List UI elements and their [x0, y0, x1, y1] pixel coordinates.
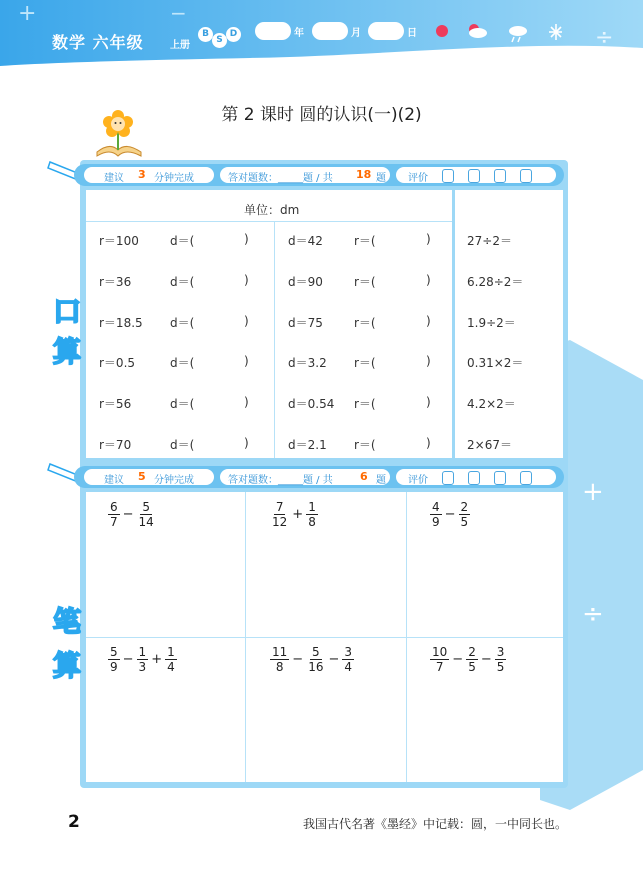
thumb-icon[interactable]	[442, 471, 454, 485]
oral-question: r＝(	[354, 234, 376, 248]
numerator: 2	[468, 645, 476, 659]
svg-text:−: −	[170, 1, 187, 25]
oral-answer-close: )	[244, 395, 249, 409]
oral-given: d＝3.2	[288, 356, 327, 370]
year-label: 年	[294, 28, 304, 39]
oral-quick-calc: 0.31×2＝	[467, 356, 524, 370]
numerator: 4	[432, 500, 440, 514]
numerator: 5	[312, 645, 320, 659]
fraction	[342, 645, 354, 674]
footer-note: 我国古代名著《墨经》中记载：圆，一中同长也。	[302, 817, 567, 831]
written-total: 6	[360, 470, 368, 483]
oral-given: d＝2.1	[288, 438, 327, 452]
oral-question: d＝(	[170, 234, 195, 248]
rain-icon	[509, 26, 527, 42]
operator: +	[292, 507, 304, 522]
denominator: 7	[110, 515, 118, 529]
month-field[interactable]	[312, 22, 348, 40]
numerator: 10	[432, 645, 448, 659]
oral-given: d＝0.54	[288, 397, 335, 411]
oral-answer-close: )	[426, 354, 431, 368]
oral-given: d＝90	[288, 275, 323, 289]
snowflake-icon	[549, 24, 562, 40]
thumb-icon[interactable]	[468, 169, 480, 183]
oral-minutes: 3	[138, 168, 146, 181]
page-number: 2	[68, 812, 80, 832]
side-char-suan: 算	[52, 335, 81, 368]
denominator: 14	[138, 515, 154, 529]
day-field[interactable]	[368, 22, 404, 40]
oral-question: r＝(	[354, 397, 376, 411]
oral-rating-label: 评价	[408, 173, 428, 184]
side-char-suan: 算	[52, 649, 81, 682]
fraction-problem	[268, 645, 356, 674]
oral-given: r＝70	[99, 438, 132, 452]
oral-given: r＝18.5	[99, 316, 143, 330]
fraction	[430, 500, 442, 529]
written-suggest-label: 建议	[104, 475, 124, 486]
oral-question: r＝(	[354, 316, 376, 330]
operator: +	[151, 652, 163, 667]
oral-answer-close: )	[426, 436, 431, 450]
oral-answer-close: )	[426, 395, 431, 409]
denominator: 16	[308, 660, 324, 674]
oral-question: d＝(	[170, 397, 195, 411]
operator: −	[122, 652, 134, 667]
denominator: 9	[432, 515, 440, 529]
oral-quick-calc: 4.2×2＝	[467, 397, 516, 411]
fraction	[137, 645, 149, 674]
fraction	[306, 645, 325, 674]
oral-question: d＝(	[170, 275, 195, 289]
denominator: 3	[138, 660, 147, 674]
oral-given: r＝100	[99, 234, 139, 248]
day-label: 日	[407, 28, 417, 39]
svg-text:÷: ÷	[582, 599, 604, 629]
numerator: 6	[110, 500, 118, 514]
operator: −	[480, 652, 492, 667]
month-label: 月	[351, 28, 361, 39]
cloud-sun-icon	[469, 24, 487, 38]
operator: −	[452, 652, 464, 667]
bsd-badge-s: S	[212, 33, 227, 48]
side-char-kou: 口	[52, 295, 81, 328]
thumb-icon[interactable]	[468, 471, 480, 485]
fraction-problem	[106, 500, 158, 529]
oral-unit-label: 题	[376, 173, 386, 184]
denominator: 8	[308, 515, 316, 529]
oral-total: 18	[356, 168, 372, 181]
svg-text:+: +	[18, 1, 37, 26]
oral-quick-calc: 27÷2＝	[467, 234, 512, 248]
oral-answer-close: )	[426, 273, 431, 287]
side-char-bi: 笔	[52, 605, 81, 638]
denominator: 4	[167, 660, 175, 674]
oral-answer-close: )	[244, 232, 249, 246]
written-finish-label: 分钟完成	[154, 475, 194, 486]
oral-answer-close: )	[244, 273, 249, 287]
numerator: 2	[460, 500, 469, 514]
numerator: 1	[138, 645, 147, 659]
written-rating-label: 评价	[408, 475, 428, 486]
oral-given: r＝36	[99, 275, 132, 289]
sun-icon	[436, 25, 448, 37]
oral-quick-calc: 1.9÷2＝	[467, 316, 516, 330]
denominator: 12	[272, 515, 288, 529]
thumb-icon[interactable]	[520, 471, 532, 485]
thumb-icon[interactable]	[494, 471, 506, 485]
fraction	[495, 645, 507, 674]
written-info-bar	[74, 466, 564, 488]
numerator: 5	[110, 645, 118, 659]
fraction	[430, 645, 449, 674]
written-minutes: 5	[138, 470, 146, 483]
header-volume: 上册	[170, 40, 190, 51]
oral-answer-close: )	[426, 232, 431, 246]
fraction	[137, 500, 156, 529]
oral-info-bar	[74, 164, 564, 186]
thumb-icon[interactable]	[520, 169, 532, 183]
fraction	[270, 500, 289, 529]
fraction	[165, 645, 177, 674]
weather-icons	[432, 20, 562, 44]
oral-question: d＝(	[170, 438, 195, 452]
denominator: 5	[468, 660, 476, 674]
fraction-problem	[106, 645, 179, 674]
oral-given: r＝0.5	[99, 356, 136, 370]
oral-question: d＝(	[170, 316, 195, 330]
operator: −	[444, 507, 456, 522]
oral-question: r＝(	[354, 356, 376, 370]
oral-given: d＝75	[288, 316, 323, 330]
svg-text:÷: ÷	[595, 25, 614, 50]
denominator: 9	[110, 660, 118, 674]
page-title: 第 2 课时 圆的认识(一)(2)	[221, 105, 422, 125]
oral-answer-close: )	[244, 354, 249, 368]
fraction-problem	[428, 500, 472, 529]
fraction	[459, 500, 471, 529]
oral-suggest-label: 建议	[104, 173, 124, 184]
unit-label: 单位：dm	[244, 203, 300, 217]
denominator: 7	[435, 660, 444, 674]
oral-question: r＝(	[354, 438, 376, 452]
thumb-icon[interactable]	[442, 169, 454, 183]
oral-quick-calc: 2×67＝	[467, 438, 512, 452]
numerator: 7	[275, 500, 284, 514]
operator: −	[292, 652, 304, 667]
fraction	[108, 645, 120, 674]
numerator: 3	[496, 645, 505, 659]
numerator: 11	[272, 645, 288, 659]
header-subject: 数学 六年级	[52, 33, 144, 52]
denominator: 4	[344, 660, 353, 674]
written-correct-label: 答对题数：_____题 / 共	[228, 475, 333, 486]
operator: −	[122, 507, 134, 522]
oral-answer-close: )	[244, 436, 249, 450]
fraction-problem	[268, 500, 320, 529]
denominator: 5	[460, 515, 469, 529]
oral-correct-label: 答对题数：_____题 / 共	[228, 173, 333, 184]
oral-quick-calc: 6.28÷2＝	[467, 275, 524, 289]
numerator: 3	[344, 645, 353, 659]
numerator: 5	[142, 500, 150, 514]
oral-given: d＝42	[288, 234, 323, 248]
operator: −	[328, 652, 340, 667]
oral-answer-close: )	[244, 314, 249, 328]
oral-question: r＝(	[354, 275, 376, 289]
year-field[interactable]	[255, 22, 291, 40]
bsd-badge-d: D	[226, 27, 241, 42]
fraction	[108, 500, 120, 529]
oral-given: r＝56	[99, 397, 132, 411]
thumb-icon[interactable]	[494, 169, 506, 183]
svg-text:+: +	[582, 477, 604, 507]
oral-answer-close: )	[426, 314, 431, 328]
fraction-problem	[428, 645, 508, 674]
denominator: 5	[496, 660, 505, 674]
fraction	[270, 645, 289, 674]
header-band	[0, 0, 643, 70]
numerator: 1	[308, 500, 316, 514]
numerator: 1	[167, 645, 175, 659]
fraction	[306, 500, 318, 529]
denominator: 8	[275, 660, 284, 674]
bsd-badge-b: B	[198, 27, 213, 42]
oral-question: d＝(	[170, 356, 195, 370]
written-unit-label: 题	[376, 475, 386, 486]
oral-finish-label: 分钟完成	[154, 173, 194, 184]
fraction	[466, 645, 478, 674]
